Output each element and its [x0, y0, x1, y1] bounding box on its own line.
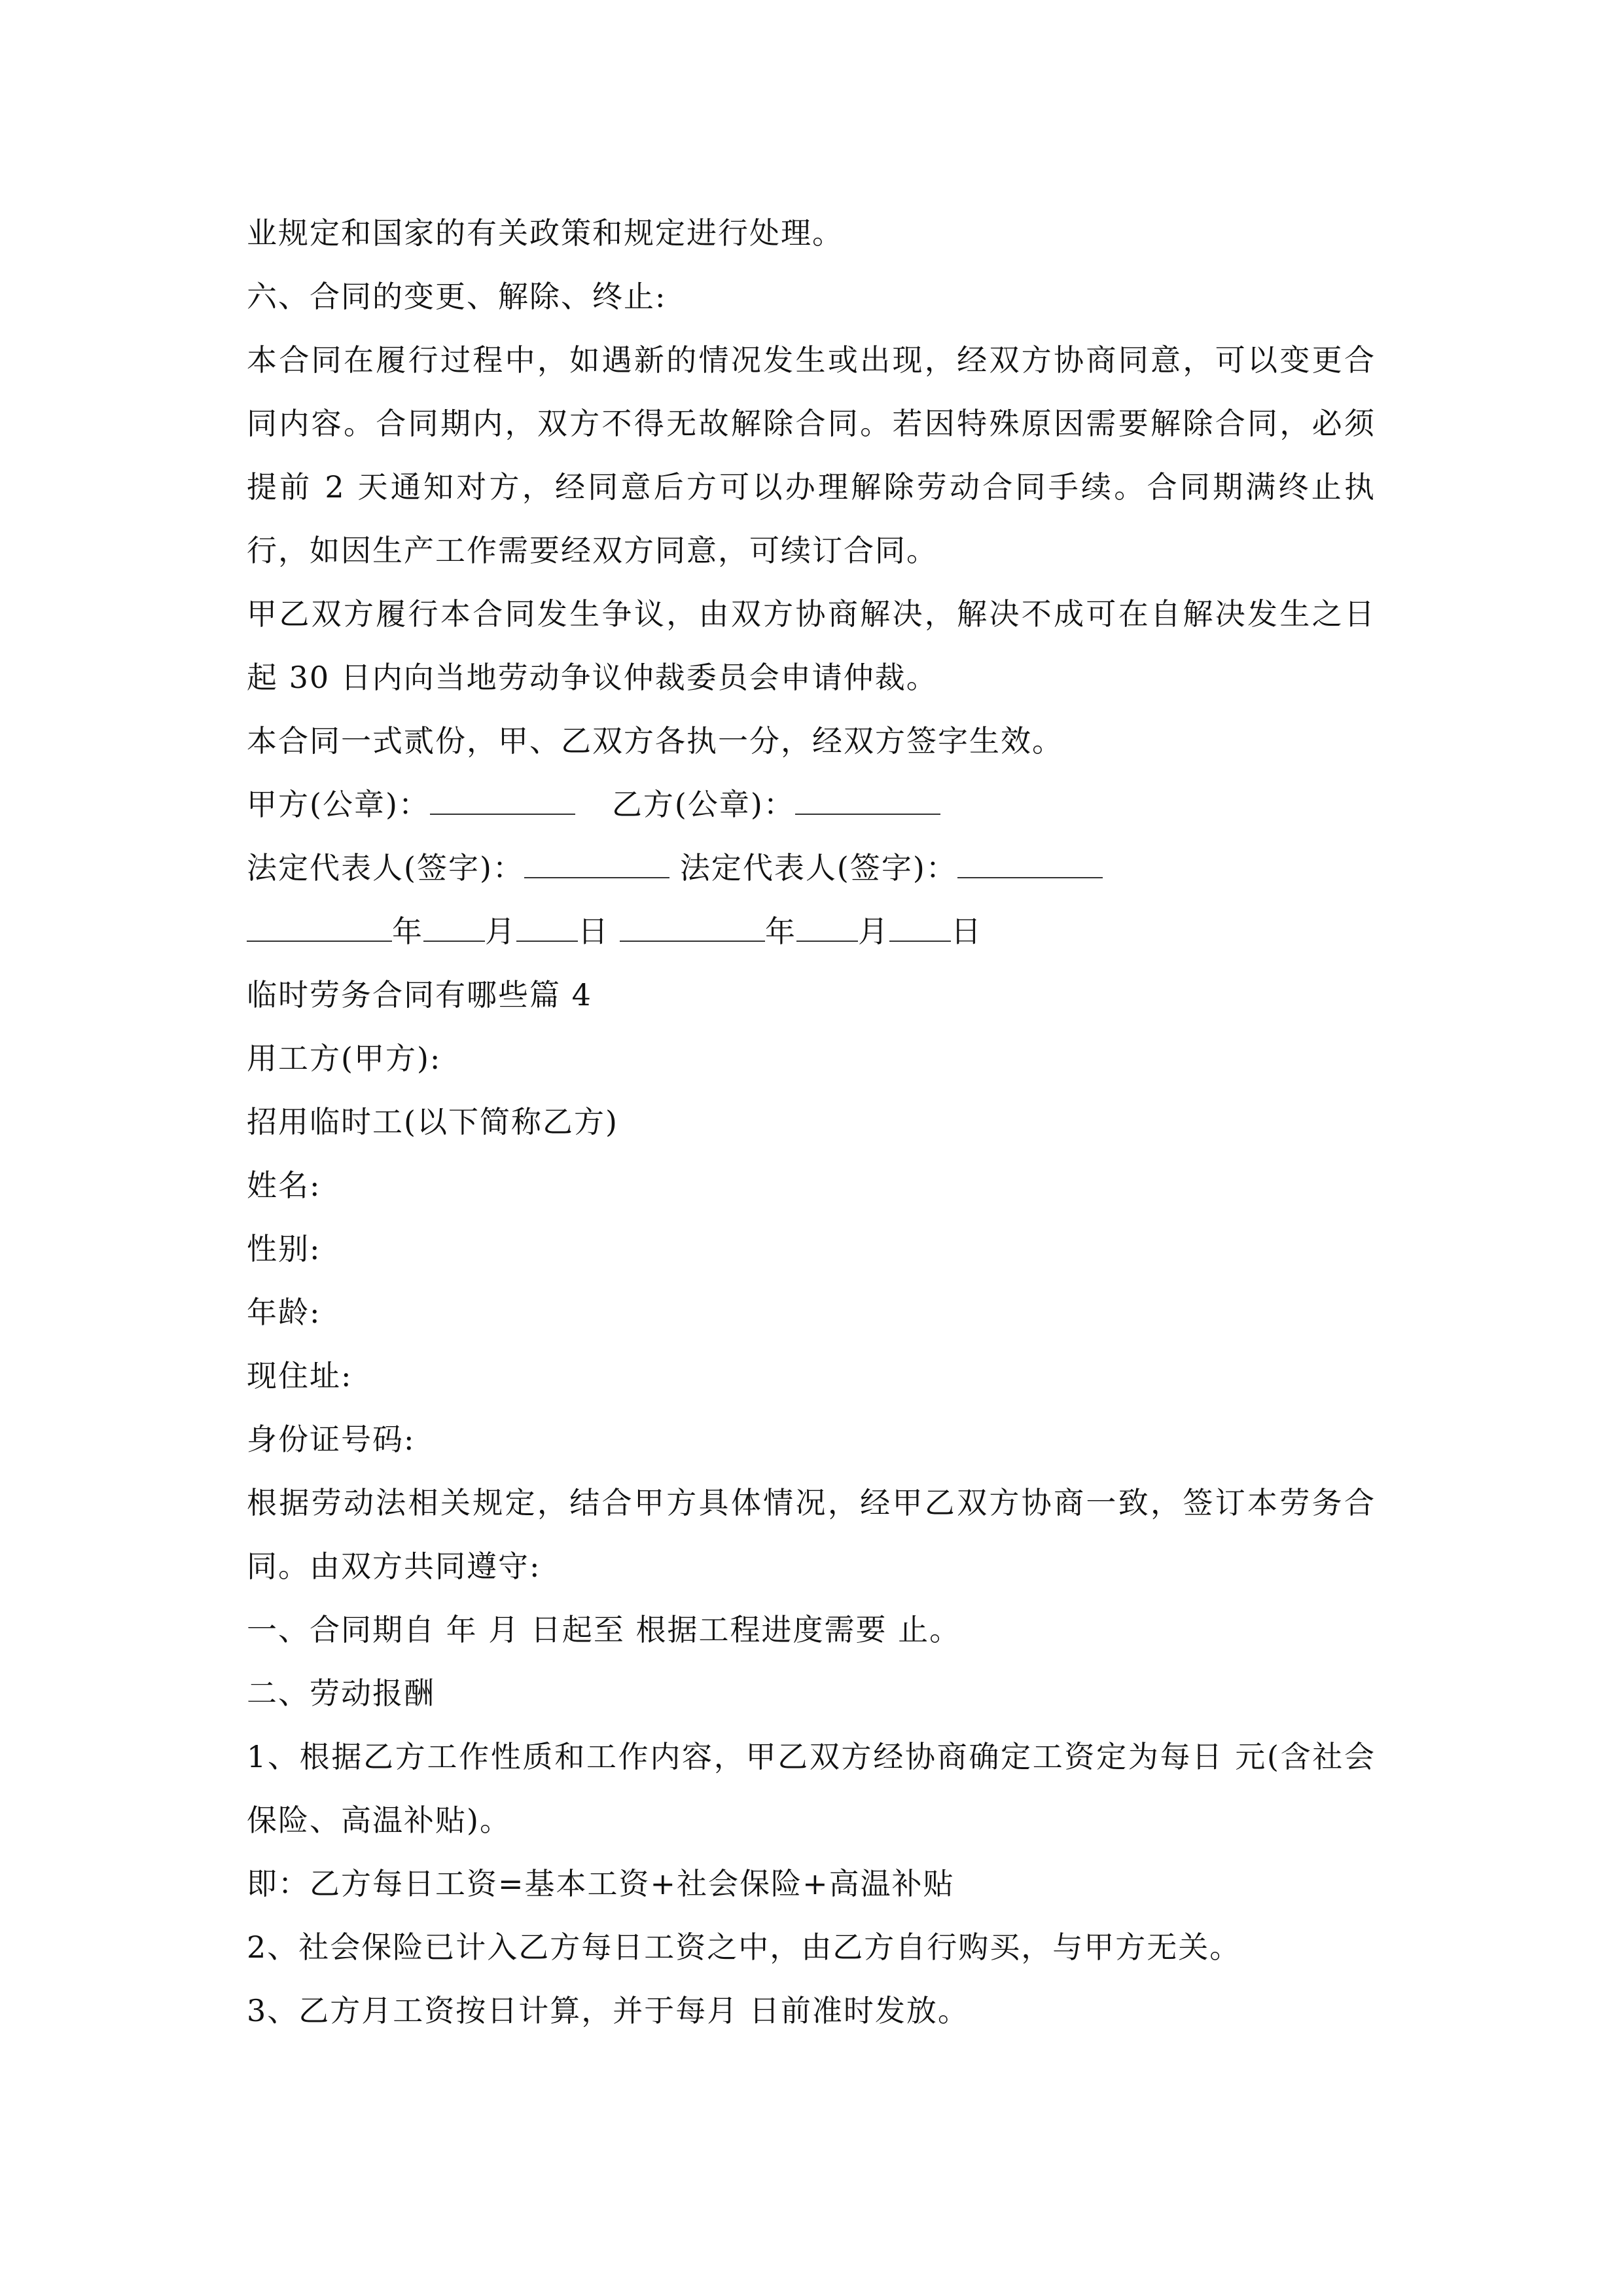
date-b-month-blank: [796, 900, 858, 942]
date-row: [247, 900, 1376, 963]
date-b-day-blank: [889, 900, 951, 942]
clause-pay-formula: 即：乙方每日工资=基本工资+社会保险+高温补贴: [247, 1866, 955, 1901]
document-body: [247, 202, 1376, 2043]
paragraph-continuation: 业规定和国家的有关政策和规定进行处理。: [247, 215, 844, 251]
section-4-heading: 临时劳务合同有哪些篇 4: [247, 977, 592, 1013]
representative-row: [247, 836, 1376, 900]
seal-row: [247, 773, 1376, 836]
party-b-seal-blank: [795, 773, 940, 815]
date-b-year-blank: [620, 900, 765, 942]
date-b-year-label: 年: [765, 914, 796, 949]
paragraph-copies: 本合同一式贰份，甲、乙双方各执一分，经双方签字生效。: [247, 723, 1063, 759]
section-heading-pay: 二、劳动报酬: [247, 1676, 435, 1711]
paragraph-intro: 根据劳动法相关规定，结合甲方具体情况，经甲乙双方协商一致，签订本劳务合同。由双方共同遵守:: [247, 1485, 1376, 1584]
date-a-month-label: 月: [485, 914, 516, 949]
party-a-rep-label: 法定代表人(签字)：: [247, 850, 524, 886]
date-b-month-label: 月: [858, 914, 889, 949]
date-a-year-label: 年: [392, 914, 423, 949]
party-b-rep-label: 法定代表人(签字)：: [679, 850, 957, 886]
date-a-year-blank: [247, 900, 392, 942]
employer-label: 用工方(甲方):: [247, 1041, 442, 1076]
party-b-seal-label: 乙方(公章)：: [611, 787, 795, 822]
gender-label: 性别:: [247, 1231, 321, 1266]
name-label: 姓名:: [247, 1168, 321, 1203]
date-a-month-blank: [423, 900, 485, 942]
address-label: 现住址:: [247, 1358, 353, 1393]
date-a-day-label: 日: [578, 914, 609, 949]
date-b-day-label: 日: [951, 914, 982, 949]
hire-label: 招用临时工(以下简称乙方): [247, 1104, 618, 1139]
clause-pay-3: 3、乙方月工资按日计算，并于每月 日前准时发放。: [247, 1993, 969, 2028]
paragraph-contract-change: 本合同在履行过程中，如遇新的情况发生或出现，经双方协商同意，可以变更合同内容。合同期内，双方不得无故解除合同。若因特殊原因需要解除合同，必须提前 2 天通知对方，经同意后方可以办理解除劳动合同手续。合同期满终止执行，如因生产工作需要经双方同意，可续订合同。: [247, 342, 1376, 568]
clause-pay-2: 2、社会保险已计入乙方每日工资之中，由乙方自行购买，与甲方无关。: [247, 1929, 1241, 1965]
party-a-seal-blank: [430, 773, 575, 815]
section-heading-contract-change: 六、合同的变更、解除、终止:: [247, 279, 667, 314]
age-label: 年龄:: [247, 1295, 321, 1330]
clause-term: 一、合同期自 年 月 日起至 根据工程进度需要 止。: [247, 1612, 961, 1647]
party-b-rep-blank: [957, 836, 1103, 878]
date-a-day-blank: [516, 900, 578, 942]
party-a-rep-blank: [524, 836, 669, 878]
party-a-seal-label: 甲方(公章)：: [247, 787, 430, 822]
clause-pay-1: 1、根据乙方工作性质和工作内容，甲乙双方经协商确定工资定为每日 元(含社会保险、高温补贴)。: [247, 1739, 1376, 1838]
paragraph-dispute: 甲乙双方履行本合同发生争议，由双方协商解决，解决不成可在自解决发生之日起 30 日内向当地劳动争议仲裁委员会申请仲裁。: [247, 596, 1376, 695]
id-number-label: 身份证号码:: [247, 1422, 416, 1457]
